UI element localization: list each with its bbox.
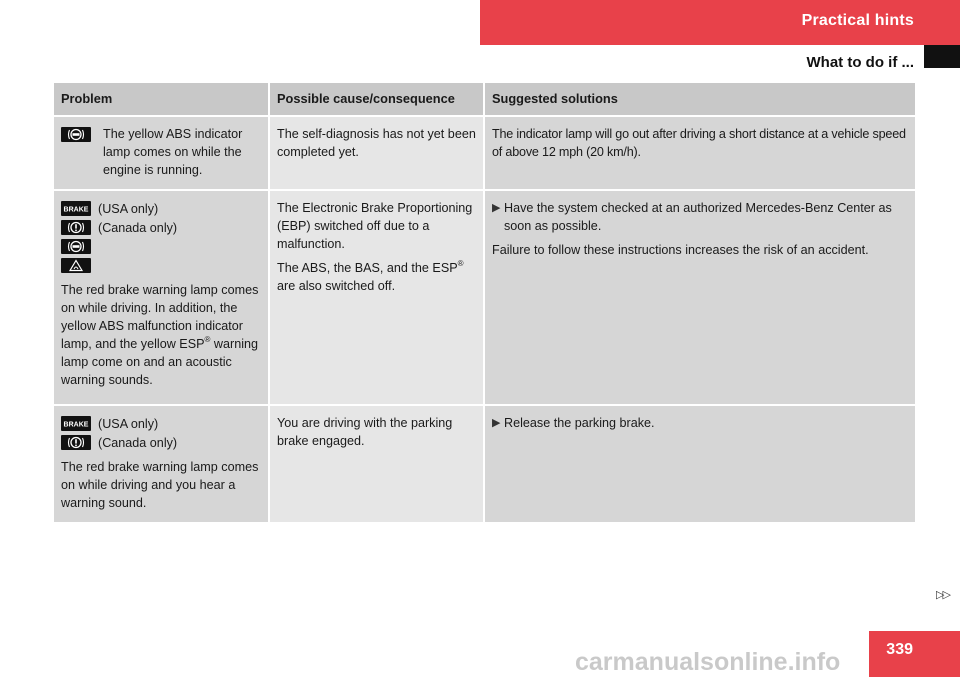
brake-icon-label: BRAKE — [63, 206, 89, 214]
table-header-row — [54, 83, 915, 116]
table-row — [54, 405, 915, 523]
brake-circle-icon — [61, 435, 91, 450]
brake-icon-label: BRAKE — [63, 421, 89, 429]
warning-triangle-icon — [61, 258, 91, 273]
cause-text-2b: are also switched off. — [277, 279, 396, 293]
bullet-arrow-icon: ▶ — [492, 417, 501, 429]
problem-text — [61, 281, 262, 389]
problem-text-part1: The red brake warning lamp comes on while driving. In addition, the yellow ABS malfunction indicator lamp, and the yellow ESP — [61, 283, 259, 351]
problem-table — [54, 83, 915, 524]
table-row — [54, 116, 915, 190]
brake-icon — [61, 416, 91, 431]
solution-cell — [484, 405, 915, 523]
solution-cell — [484, 190, 915, 405]
column-header-cause: Possible cause/consequence — [269, 83, 484, 116]
subsection-title: What to do if ... — [806, 54, 914, 71]
problem-text: The red brake warning lamp comes on while driving and you hear a warning sound. — [61, 460, 259, 510]
cause-cell — [269, 405, 484, 523]
solution-bullet — [492, 414, 909, 432]
problem-text: The yellow ABS indicator lamp comes on while the engine is running. — [103, 127, 243, 177]
page-number-box — [869, 631, 960, 677]
solution-text: The indicator lamp will go out after driving a short distance at a vehicle speed of above 12 mph (20 km/h). — [492, 127, 906, 159]
section-header-bar — [480, 0, 960, 45]
continue-marker: ▷▷ — [936, 589, 949, 601]
cause-text-2 — [277, 259, 477, 295]
indicator-label: (USA only) — [98, 201, 159, 216]
solution-text: Failure to follow these instructions increases the risk of an accident. — [492, 243, 869, 257]
cause-cell — [269, 190, 484, 405]
section-title: Practical hints — [801, 12, 914, 29]
registered-mark: ® — [204, 335, 211, 344]
cause-text-2a: The ABS, the BAS, and the ESP — [277, 261, 458, 275]
watermark: carmanualsonline.info — [575, 648, 841, 676]
column-header-solutions: Suggested solutions — [484, 83, 915, 116]
problem-cell — [54, 405, 269, 523]
cause-text: You are driving with the parking brake engaged. — [277, 416, 453, 448]
solution-bullet — [492, 199, 909, 235]
brake-circle-icon — [61, 220, 91, 235]
page-number: 339 — [886, 641, 913, 658]
column-header-problem: Problem — [54, 83, 269, 116]
problem-text-part2: warning lamp come on and an acoustic warning sounds. — [61, 337, 259, 387]
cause-text: The Electronic Brake Proportioning (EBP) switched off due to a malfunction. — [277, 201, 473, 251]
table-row — [54, 190, 915, 405]
bullet-arrow-icon: ▶ — [492, 202, 501, 214]
problem-cell — [54, 116, 269, 190]
solution-cell — [484, 116, 915, 190]
cause-cell — [269, 116, 484, 190]
registered-mark: ® — [457, 259, 464, 268]
solution-bullet-text: Have the system checked at an authorized Mercedes-Benz Center as soon as possible. — [504, 201, 892, 233]
indicator-label: (Canada only) — [98, 435, 178, 450]
side-tab-marker — [924, 45, 960, 68]
indicator-label: (USA only) — [98, 416, 159, 431]
solution-bullet-text: Release the parking brake. — [504, 416, 655, 430]
problem-cell — [54, 190, 269, 405]
brake-icon — [61, 201, 91, 216]
abs-icon — [61, 239, 91, 254]
indicator-label: (Canada only) — [98, 220, 178, 235]
abs-icon — [61, 127, 91, 142]
cause-text: The self-diagnosis has not yet been completed yet. — [277, 127, 476, 159]
